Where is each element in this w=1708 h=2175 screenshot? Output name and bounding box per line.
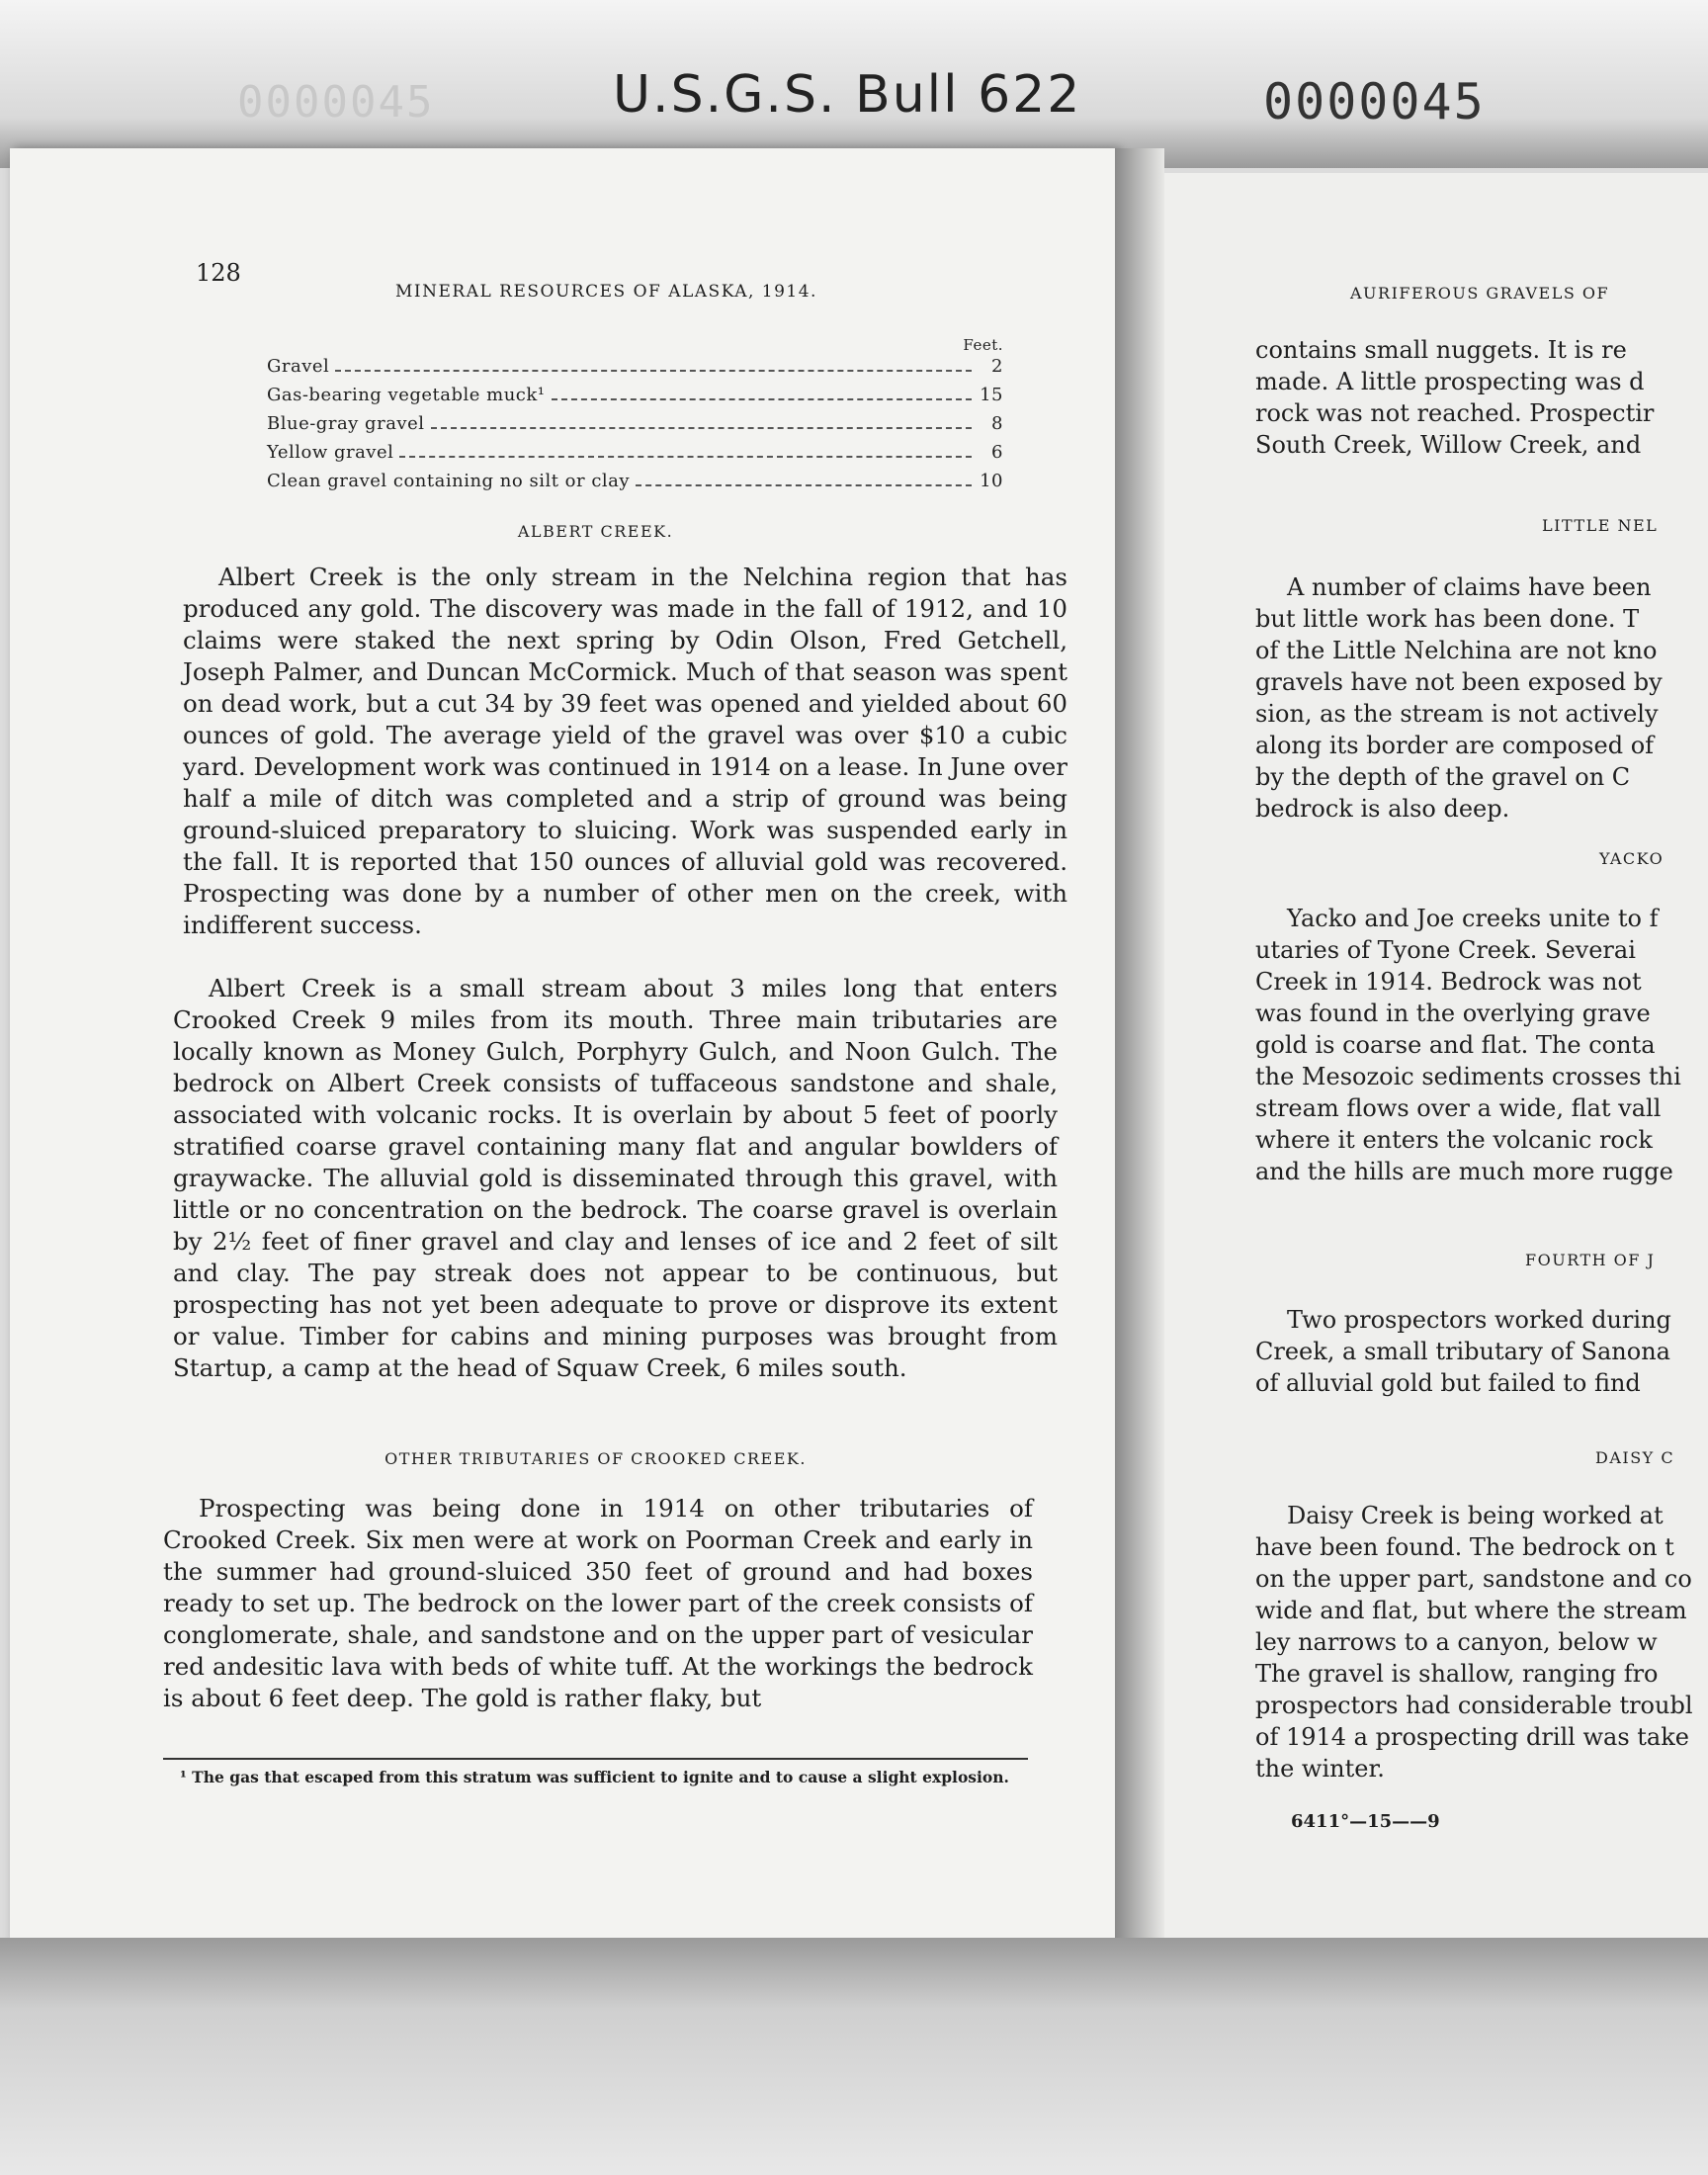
scan-bottom-margin <box>0 1938 1708 2175</box>
right-page <box>1164 173 1708 1953</box>
page-number: 128 <box>196 259 241 287</box>
table-row <box>267 356 1003 385</box>
signature-mark <box>1291 1811 1440 1832</box>
row-label: Gas-bearing vegetable muck¹ <box>267 385 546 405</box>
text-line: made. A little prospecting was d <box>1255 368 1645 395</box>
footnote: ¹ The gas that escaped from this stratum was sufficient to ignite and to cause a slight explosion. <box>180 1768 1009 1786</box>
leader-dots <box>636 484 972 486</box>
paragraph: Albert Creek is a small stream about 3 miles long that enters Crooked Creek 9 miles from its mouth. Three main tributaries are locally known as Money Gulch, Porphyry Gulch, and Noon Gulch. The bedrock on Albert Creek consists of tuffaceous sandstone and shale, associated with volcanic rocks. It is overlain by about 5 feet of poorly stratified coarse gravel containing many flat and angular bowlders of graywacke. The alluvial gold is disseminated through this gravel, with little or no concentration on the bedrock. The coarse gravel is overlain by 2½ feet of finer gravel and clay and lenses of ice and 2 feet of silt and clay. The pay streak does not appear to be continuous, but prospecting has not yet been adequate to prove or disprove its extent or value. Timber for cabins and mining purposes was brought from Startup, a camp at the head of Squaw Creek, 6 miles south. <box>173 974 1058 1382</box>
text-line: contains small nuggets. It is re <box>1255 336 1627 364</box>
text-line: Two prospectors worked during <box>1287 1306 1671 1334</box>
table-row <box>267 413 1003 442</box>
leader-dots <box>399 456 972 458</box>
text-line: The gravel is shallow, ranging fro <box>1255 1660 1659 1688</box>
text-line: utaries of Tyone Creek. Severai <box>1255 936 1636 964</box>
right-running-head: AURIFEROUS GRAVELS OF <box>1350 284 1610 303</box>
text-line: prospectors had considerable troubl <box>1255 1692 1693 1719</box>
row-label: Clean gravel containing no silt or clay <box>267 471 631 491</box>
text-line: was found in the overlying grave <box>1255 1000 1651 1027</box>
section-title: DAISY C <box>1595 1448 1675 1467</box>
footnote-rule <box>163 1758 1028 1760</box>
table-unit-header: Feet. <box>963 336 1003 354</box>
row-label: Blue-gray gravel <box>267 413 425 434</box>
text-line: of the Little Nelchina are not kno <box>1255 637 1658 664</box>
text-line: sion, as the stream is not actively <box>1255 700 1659 728</box>
row-value: 15 <box>980 385 1003 405</box>
book-gutter <box>1115 148 1164 1943</box>
text-line: on the upper part, sandstone and co <box>1255 1565 1692 1593</box>
handwritten-label: U.S.G.S. Bull 622 <box>613 65 1082 125</box>
running-head: MINERAL RESOURCES OF ALASKA, 1914. <box>395 282 817 302</box>
strata-table <box>267 336 1003 499</box>
text-line: the Mesozoic sediments crosses thi <box>1255 1063 1681 1090</box>
leader-dots <box>552 398 972 400</box>
table-row <box>267 385 1003 413</box>
text-line: stream flows over a wide, flat vall <box>1255 1094 1662 1122</box>
text-line: wide and flat, but where the stream <box>1255 1597 1687 1624</box>
table-row <box>267 471 1003 499</box>
text-line: of 1914 a prospecting drill was take <box>1255 1723 1689 1751</box>
text-line: but little work has been done. T <box>1255 605 1640 633</box>
section-title: LITTLE NEL <box>1542 516 1659 535</box>
row-value: 6 <box>991 442 1003 463</box>
row-value: 8 <box>991 413 1003 434</box>
stamp-ghost: 0000045 <box>237 77 435 128</box>
text-line: ley narrows to a canyon, below w <box>1255 1628 1658 1656</box>
table-row <box>267 442 1003 471</box>
stamp-number: 0000045 <box>1263 73 1486 130</box>
section-title: FOURTH OF J <box>1525 1251 1656 1269</box>
row-label: Gravel <box>267 356 330 377</box>
paragraph: Prospecting was being done in 1914 on other tributaries of Crooked Creek. Six men were at work on Poorman Creek and early in the summer had ground-sluiced 350 feet of ground and had boxes ready to set up. The bedrock on the lower part of the creek consists of conglomerate, shale, and sandstone and on the upper part of vesicular red andesitic lava with beds of white tuff. At the workings the bedrock is about 6 feet deep. The gold is rather flaky, but <box>163 1494 1033 1712</box>
row-value: 10 <box>980 471 1003 491</box>
text-line: rock was not reached. Prospectir <box>1255 399 1655 427</box>
text-line: by the depth of the gravel on C <box>1255 763 1631 791</box>
text-line: along its border are composed of <box>1255 732 1655 759</box>
paragraph: Albert Creek is the only stream in the Nelchina region that has produced any gold. The discovery was made in the fall of 1912, and 10 claims were staked the next spring by Odin Olson, Fred Getchell, Joseph Palmer, and Duncan McCormick. Much of that season was spent on dead work, but a cut 34 by 39 feet was opened and yielded about 60 ounces of gold. The average yield of the gravel was over $10 a cubic yard. Development work was continued in 1914 on a lease. In June over half a mile of ditch was completed and a strip of ground was being ground-sluiced preparatory to sluicing. Work was suspended early in the fall. It is reported that 150 ounces of alluvial gold was recovered. Prospecting was done by a number of other men on the creek, with indifferent success. <box>183 563 1068 939</box>
section-title: YACKO <box>1599 849 1665 868</box>
text-line: and the hills are much more rugge <box>1255 1158 1673 1185</box>
text-line: A number of claims have been <box>1287 573 1652 601</box>
text-line: of alluvial gold but failed to find <box>1255 1369 1641 1397</box>
text-line: Yacko and Joe creeks unite to f <box>1287 905 1659 932</box>
row-value: 2 <box>991 356 1003 377</box>
text-line: bedrock is also deep. <box>1255 795 1510 823</box>
leader-dots <box>431 427 973 429</box>
text-line: Creek, a small tributary of Sanona <box>1255 1338 1670 1365</box>
section-title-albert-creek: ALBERT CREEK. <box>517 522 674 541</box>
text-line: South Creek, Willow Creek, and <box>1255 431 1642 459</box>
text-line: Daisy Creek is being worked at <box>1287 1502 1664 1529</box>
section-title-other-tributaries: OTHER TRIBUTARIES OF CROOKED CREEK. <box>384 1449 807 1468</box>
text-line: Creek in 1914. Bedrock was not <box>1255 968 1642 996</box>
signature-text: 6411°—15——9 <box>1291 1811 1440 1832</box>
text-line: gravels have not been exposed by <box>1255 668 1663 696</box>
leader-dots <box>335 370 972 372</box>
text-line: have been found. The bedrock on t <box>1255 1533 1674 1561</box>
text-line: gold is coarse and flat. The conta <box>1255 1031 1656 1059</box>
text-line: the winter. <box>1255 1755 1385 1783</box>
text-line: where it enters the volcanic rock <box>1255 1126 1653 1154</box>
row-label: Yellow gravel <box>267 442 394 463</box>
